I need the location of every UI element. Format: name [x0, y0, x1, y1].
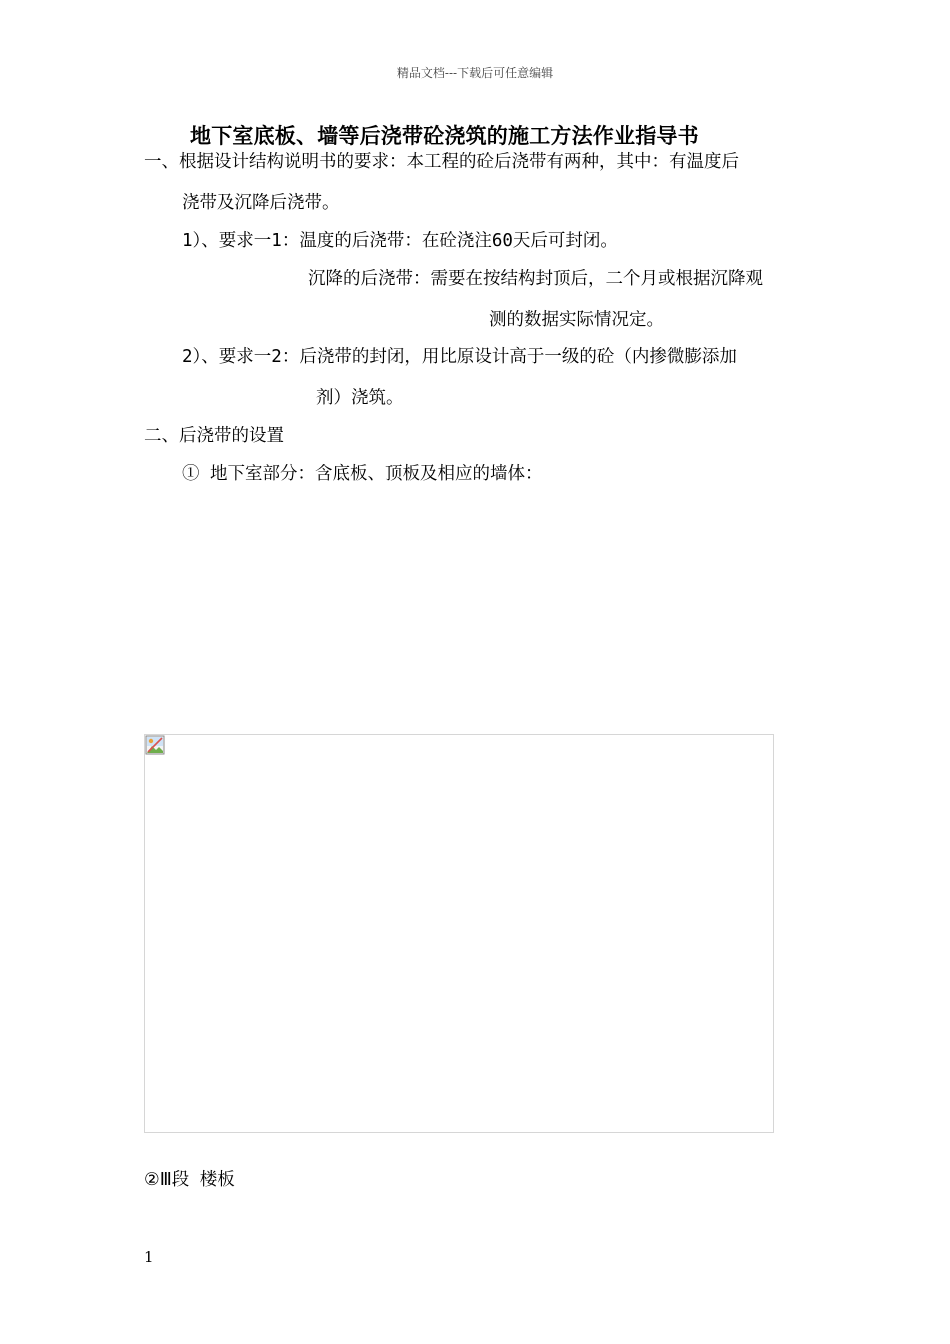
- page-header: 精品文档---下载后可任意编辑: [396, 66, 554, 80]
- section2-item2: ②Ⅲ段 楼板: [144, 1170, 235, 1190]
- section1-intro-line1: 一、根据设计结构说明书的要求：本工程的砼后浇带有两种，其中：有温度后: [144, 152, 739, 172]
- broken-image-icon: [145, 735, 165, 755]
- section2-item1: ① 地下室部分：含底板、顶板及相应的墙体：: [182, 464, 543, 484]
- requirement1-line2: 沉降的后浇带：需要在按结构封顶后，二个月或根据沉降观: [308, 269, 763, 289]
- requirement2-line1: 2）、要求一2：后浇带的封闭，用比原设计高于一级的砼（内掺微膨添加: [182, 347, 737, 367]
- broken-image-figure: [144, 734, 774, 1133]
- requirement2-line2: 剂）浇筑。: [316, 388, 404, 408]
- page-number: 1: [144, 1248, 154, 1266]
- document-title: 地下室底板、墙等后浇带砼浇筑的施工方法作业指导书: [190, 123, 699, 148]
- requirement1-line1: 1）、要求一1：温度的后浇带：在砼浇注60天后可封闭。: [182, 231, 618, 251]
- section2-heading: 二、后浇带的设置: [144, 426, 284, 446]
- section1-intro-line2: 浇带及沉降后浇带。: [182, 193, 340, 213]
- requirement1-line3: 测的数据实际情况定。: [489, 310, 664, 330]
